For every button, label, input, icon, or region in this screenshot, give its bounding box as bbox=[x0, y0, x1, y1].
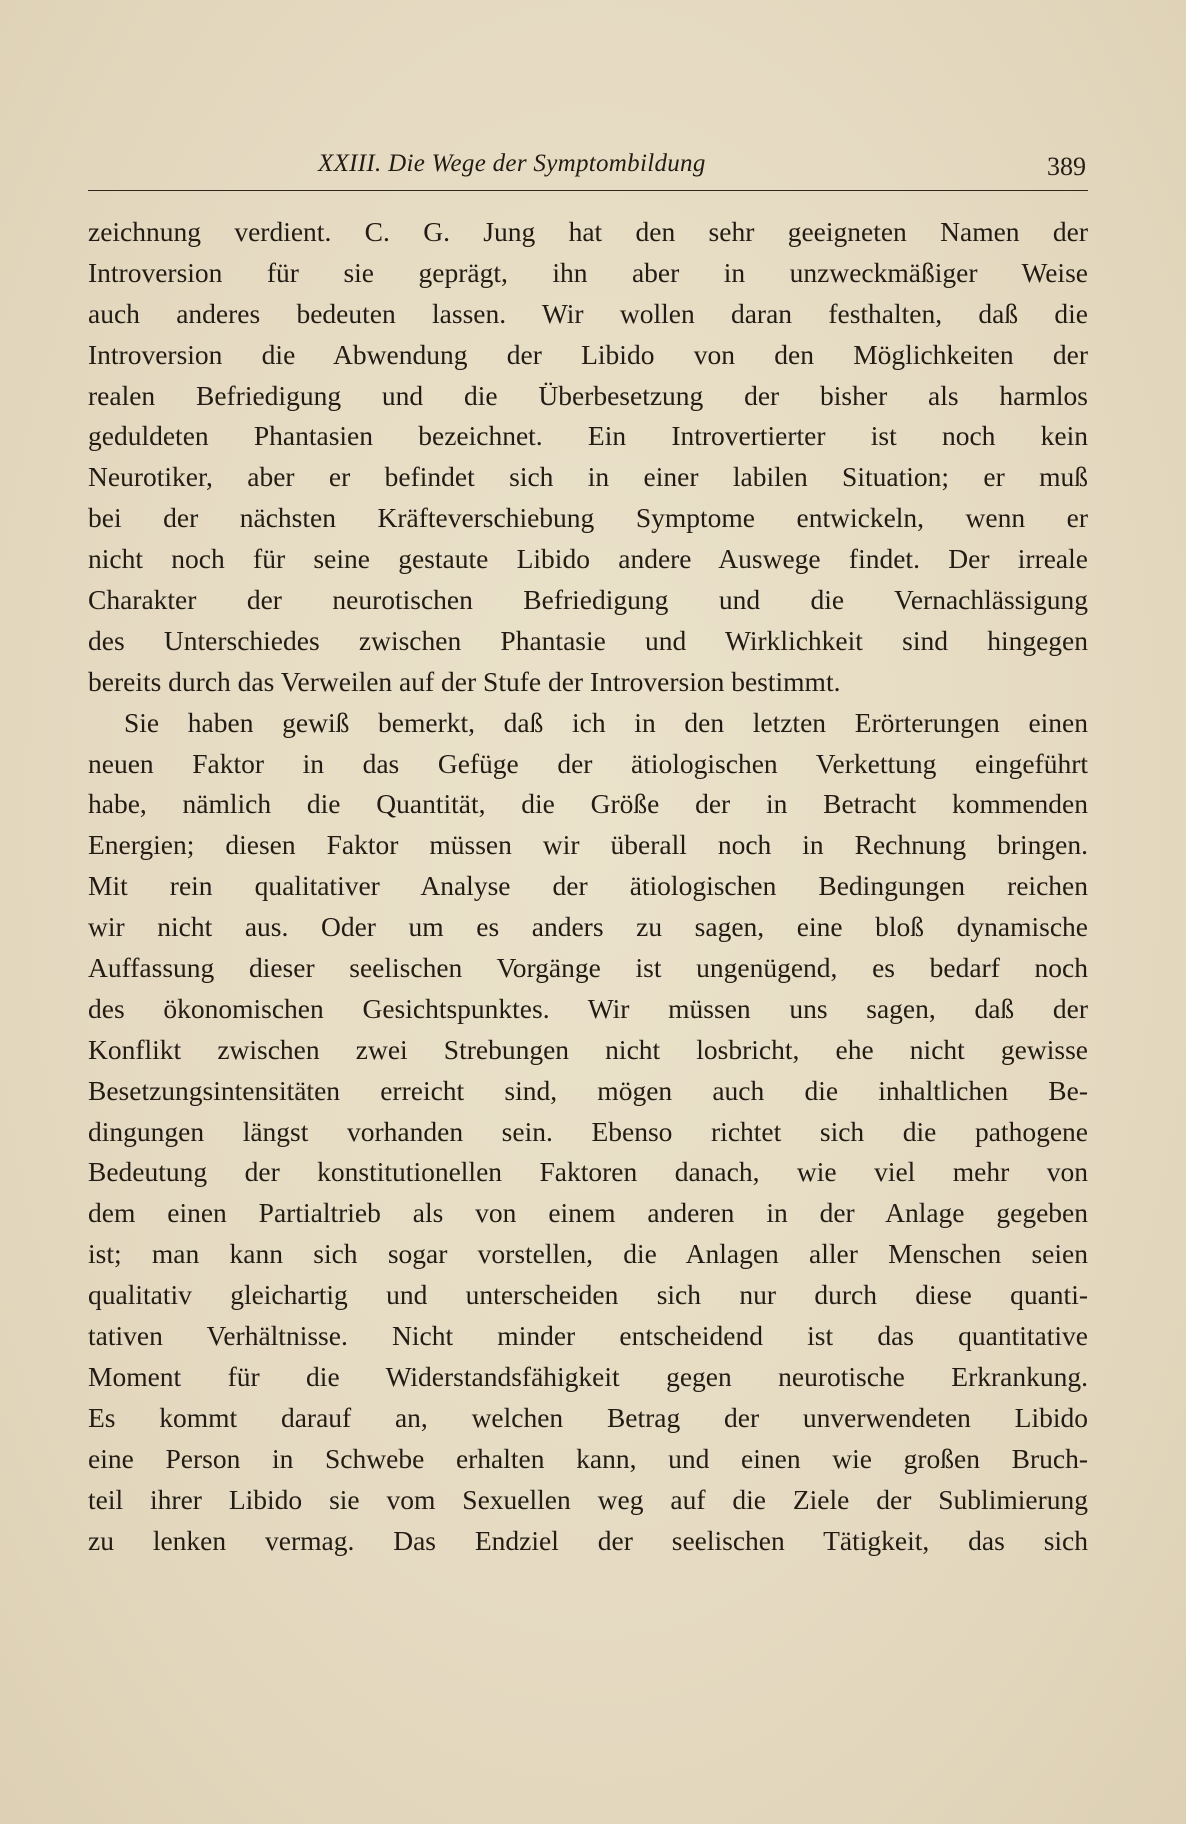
text-line: eine Person in Schwebe erhalten kann, und einen wie großen Bruch- bbox=[88, 1442, 1088, 1474]
text-line: dem einen Partialtrieb als von einem anderen in der Anlage gegeben bbox=[88, 1197, 1088, 1229]
text-line: Besetzungsintensitäten erreicht sind, mögen auch die inhaltlichen Be- bbox=[88, 1074, 1088, 1106]
text-line: teil ihrer Libido sie vom Sexuellen weg auf die Ziele der Sublimierung bbox=[88, 1483, 1088, 1515]
text-line: realen Befriedigung und die Überbesetzung der bisher als harmlos bbox=[88, 379, 1088, 411]
text-line: tativen Verhältnisse. Nicht minder entscheidend ist das quantitative bbox=[88, 1320, 1088, 1352]
text-line: des Unterschiedes zwischen Phantasie und Wirklichkeit sind hingegen bbox=[88, 624, 1088, 656]
text-line: Moment für die Widerstandsfähigkeit gegen neurotische Erkrankung. bbox=[88, 1360, 1088, 1392]
text-line: Auffassung dieser seelischen Vorgänge ist ungenügend, es bedarf noch bbox=[88, 952, 1088, 984]
text-line: Bedeutung der konstitutionellen Faktoren danach, wie viel mehr von bbox=[88, 1156, 1088, 1188]
text-line: Neurotiker, aber er befindet sich in einer labilen Situation; er muß bbox=[88, 461, 1088, 493]
text-line: Charakter der neurotischen Befriedigung und die Vernachlässigung bbox=[88, 584, 1088, 616]
text-line: nicht noch für seine gestaute Libido andere Auswege findet. Der irreale bbox=[88, 543, 1088, 575]
text-line: des ökonomischen Gesichtspunktes. Wir müssen uns sagen, daß der bbox=[88, 992, 1088, 1024]
text-line: wir nicht aus. Oder um es anders zu sagen, eine bloß dynamische bbox=[88, 911, 1088, 943]
text-line: bei der nächsten Kräfteverschiebung Symptome entwickeln, wenn er bbox=[88, 502, 1088, 534]
page-header bbox=[88, 150, 1088, 191]
text-line: ist; man kann sich sogar vorstellen, die Anlagen aller Menschen seien bbox=[88, 1238, 1088, 1270]
text-line: Konflikt zwischen zwei Strebungen nicht losbricht, ehe nicht gewisse bbox=[88, 1033, 1088, 1065]
text-line: Es kommt darauf an, welchen Betrag der unverwendeten Libido bbox=[88, 1401, 1088, 1433]
text-line: Energien; diesen Faktor müssen wir überall noch in Rechnung bringen. bbox=[88, 829, 1088, 861]
text-line: zeichnung verdient. C. G. Jung hat den sehr geeigneten Namen der bbox=[88, 216, 1088, 247]
body-text bbox=[88, 212, 1088, 1561]
running-title: XXIII. Die Wege der Symptombildung bbox=[318, 150, 706, 177]
text-line: auch anderes bedeuten lassen. Wir wollen daran festhalten, daß die bbox=[88, 297, 1088, 329]
text-line: qualitativ gleichartig und unterscheiden sich nur durch diese quanti- bbox=[88, 1279, 1088, 1311]
text-line: dingungen längst vorhanden sein. Ebenso richtet sich die pathogene bbox=[88, 1115, 1088, 1147]
page-number: 389 bbox=[1047, 152, 1086, 181]
text-line: zu lenken vermag. Das Endziel der seelischen Tätigkeit, das sich bbox=[88, 1524, 1088, 1556]
text-line: geduldeten Phantasien bezeichnet. Ein Introvertierter ist noch kein bbox=[88, 420, 1088, 452]
text-line: habe, nämlich die Quantität, die Größe der in Betracht kommenden bbox=[88, 788, 1088, 820]
text-line: Introversion die Abwendung der Libido von den Möglichkeiten der bbox=[88, 338, 1088, 370]
text-line: Sie haben gewiß bemerkt, daß ich in den letzten Erörterungen einen bbox=[124, 706, 1088, 738]
text-line: Introversion für sie geprägt, ihn aber in unzweckmäßiger Weise bbox=[88, 256, 1088, 288]
text-line: bereits durch das Verweilen auf der Stufe der Introversion bestimmt. bbox=[88, 665, 841, 697]
text-line: Mit rein qualitativer Analyse der ätiologischen Bedingungen reichen bbox=[88, 870, 1088, 902]
text-line: neuen Faktor in das Gefüge der ätiologischen Verkettung eingeführt bbox=[88, 747, 1088, 779]
